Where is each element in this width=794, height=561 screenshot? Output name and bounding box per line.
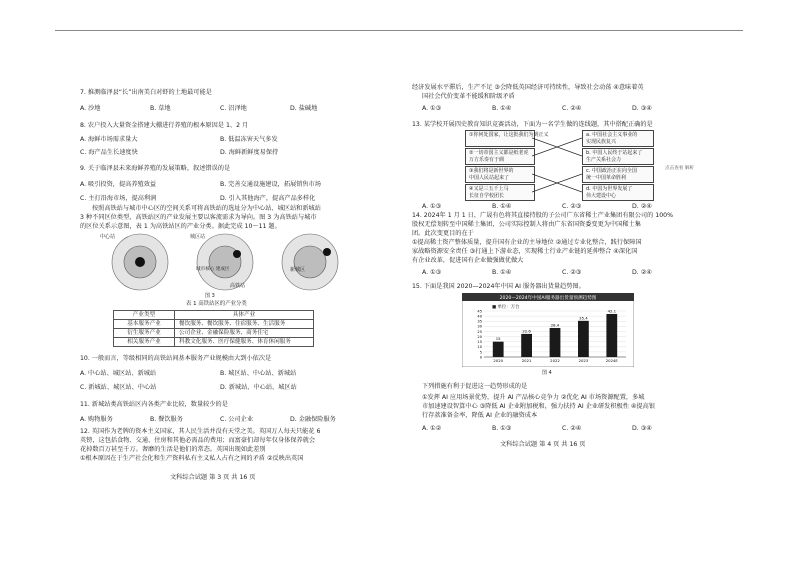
y-tick-label: 20 [477,334,482,339]
bar-2021 [521,334,532,357]
q7-option-d: D. 盐碱地 [290,105,318,112]
q8-option-a: A. 海鲜市场需求量大 [80,136,138,143]
y-tick-label: 45 [477,309,482,314]
bar-value-label: 15 [495,336,501,342]
label-new-town: 新城区 [290,267,306,273]
q13-stem: 13. 某学校开展四史教育知识竞赛活动，下面为一名学生做的连线题，其中搭配正确的是 [412,121,653,128]
header-rule [55,30,743,31]
q14-option-c: C. ②③ [562,269,582,276]
q13-option-d: D. ②④ [632,203,652,210]
q10-option-a: A. 中心站、城区站、新城站 [80,370,157,377]
passage-line-2: 3 种不同区位类型，高铁站区的产业发展主要以客流需求为导向。图 3 为高铁站与城市 [80,214,317,221]
q7-option-b: B. 草地 [150,105,171,112]
q15-stem: 15. 下面是我国 2020—2024年中国 AI 服务器出货量趋势图。 [412,283,585,290]
chart-unit-label: ■ 单位：万台 [492,305,520,310]
q7-option-c: C. 沼泽地 [220,105,247,112]
table-cell: 公司企业、金融保险服务、商务住宅 [175,329,314,338]
q15-line-1: 下列措施有利于促进这一趋势形成的是 [422,383,528,390]
y-tick-label: 10 [477,345,482,350]
right-page-footer: 文科综合试题 第 4 页 共 16 页 [500,441,586,448]
table-row [114,338,314,347]
q12-line-4: ①根本原因在于生产社会化和生产资料私有主义私人占有之间的矛盾 ②反映出英国 [80,455,304,462]
table-cell: 餐饮服务、餐饮服务、住宿服务、生活服务 [175,320,314,329]
chart-title: 2020—2024年中国AI服务器出货量预测趋势图 [499,296,597,301]
label-hsr-station: 高铁站 [230,283,246,289]
q12-cont-line-1: 经济发展水平滞后，生产不足 ③会降低英国经济可持续性，导致社会动荡 ④意味着英 [412,84,644,91]
q14-line-1: 14. 2024年 1 月 1 日，广晟有色将其直接持股的子公司广东省稀土产业集团有限公司的 100% [412,212,673,219]
q12-option-b: B. ①④ [492,105,512,112]
passage-line-1: 按照高铁站与城市中心区的空间关系可将高铁站的选址分为中心站、城区站和新城站 [92,205,321,212]
x-tick-label: 2021 [521,358,532,363]
q15-option-a: A. ①② [422,425,442,432]
q14-option-a: A. ①③ [422,269,442,276]
q7-stem: 7. 推测临泽县“长”出南美白对虾的土地最可能是 [80,89,212,96]
y-tick-label: 5 [479,350,482,355]
q11-stem: 11. 新城站类高铁站区内各类产业比较，数量较少的是 [80,401,228,408]
q10-option-b: B. 城区站、中心站、新城站 [220,370,297,377]
q12-option-a: A. ①③ [422,105,442,112]
y-tick-label: 35 [477,319,482,324]
bar-value-label: 42.1 [607,308,617,314]
q14-line-6: 有企业改革，促进国有企业做强做优做大 [412,257,524,264]
table-row [114,329,314,338]
match-right-item-b: b. 中国人民终于站起来了 生产关系社会力 [582,148,654,165]
y-tick-label: 15 [477,340,482,345]
q12-line-2: 英镑，这包括食物、交通、住房和其他必需品的费用；而富豪们却每年仅身体保养就会 [80,437,316,444]
bar-2023 [578,321,589,357]
q10-option-d: D. 新城站、中心站、城区站 [220,384,297,391]
match-left-item-4: ④又是三五千上马 长征自学校团长 [465,184,535,201]
q14-option-d: D. ②④ [632,269,652,276]
label-center-station: 中心站 [100,234,116,240]
table-cell: 科教文化服务、医疗保健服务、体育休闲服务 [175,338,314,347]
table-cell: 相关服务产业 [114,338,175,347]
y-tick-label: 25 [477,329,482,334]
matching-lines [532,130,582,200]
match-right-item-d: d. 中国为世界发展了 伟大建设中心 [582,184,654,201]
q11-option-d: D. 金融保险服务 [290,416,336,423]
q14-line-4: ①提高稀土资产整体质量，提升国有企业的主导地位 ②通过专业化整合，践行保障国 [412,239,642,246]
q15-option-c: C. ②④ [562,425,582,432]
q15-option-b: B. ①③ [492,425,512,432]
q14-line-2: 股权无偿划转至中国稀土集团，公司实际控制人将由广东省国资委变更为中国稀土集 [412,221,641,228]
q9-option-d: D. 引入其他海产，提高产品多样化 [220,195,316,202]
q11-option-a: A. 购物服务 [80,416,113,423]
table-row [114,320,314,329]
newtown-station-diagram [282,234,338,290]
label-core-area: 城市核心 建成区 [196,267,230,272]
q12-line-1: 12. 英国作为老牌的资本主义国家，其人民生活并没有天堂之美。英国万人每天只能花 6 [80,428,321,435]
q15-option-d: D. ③④ [632,425,652,432]
q13-option-c: C. ②③ [562,203,582,210]
watermark-stamp: 点击查看 解析 [665,166,695,171]
q15-line-3: 市加速建设智算中心 ③降低 AI 企业附加税和，强力扶持 AI 企业研发积极性 ④提高银 [422,403,656,410]
q12-option-c: C. ②④ [562,105,582,112]
match-right-item-a: a. 中国社会主义事业的 实现民族复兴 [582,130,654,147]
figure-4-caption: 图 4 [542,370,552,376]
q13-option-b: B. ①④ [492,203,512,210]
y-tick-label: 40 [477,314,482,319]
table-cell: 衍生服务产业 [114,329,175,338]
match-right-item-c: c. 中国政治正在向全国 统一中国革命胜利 [582,166,654,183]
q8-option-d: D. 海鲜新鲜度易保持 [220,149,279,156]
q8-option-c: C. 海产品生长速度快 [80,149,138,156]
q15-line-4: 行存款准备金率，降低 AI 企业的融资成本 [422,412,538,419]
table-header-cell: 具体产业 [175,311,314,320]
match-left-item-3: ③我们将是新世界的 中国人民站起来了 [465,166,535,183]
q12-line-3: 花掉数百万甚至千万。奢靡的生活是他们的常态。英国出现如此差别 [80,446,266,453]
q14-line-5: 家战略资源安全责任 ③打通上下游业态，实现稀土行业产业链的延伸整合 ④深化国 [412,248,638,255]
q9-option-b: B. 完善交通设施建设，拓展销售市场 [220,181,321,188]
q9-option-c: C. 主打沿海市场，提高利润 [80,195,157,202]
bar-value-label: 35.4 [579,315,588,321]
q14-option-b: B. ①④ [492,269,512,276]
q7-option-a: A. 沙地 [80,105,101,112]
table-cell: 基本服务产业 [114,320,175,329]
bar-2024E [606,314,617,357]
table-1 [113,310,314,347]
y-tick-label: 30 [477,324,482,329]
q8-stem: 8. 农户投入大量资金搭建大棚进行养殖的根本原因是 1、2 月 [80,122,249,129]
bar-value-label: 28.4 [550,322,560,328]
q14-line-3: 团。此次变更目的在于 [412,230,474,237]
match-left-item-2: ②一切帝国主义都是纸老虎 万方乐奏有于阗 [465,148,535,165]
q9-stem: 9. 关于临泽县未来海鲜养殖的发展策略，叙述错误的是 [80,165,231,172]
figure-3-caption: 图 3 [205,293,215,299]
q12-option-d: D. ③④ [632,105,652,112]
bar-value-label: 22.6 [522,328,531,334]
table-1-caption: 表 1 高铁站区的产业分类 [186,301,247,307]
q8-option-b: B. 低温冻害天气多发 [220,136,278,143]
q9-option-a: A. 吸引投资，提高养殖效益 [80,181,157,188]
x-tick-label: 2024E [605,358,618,363]
y-tick-label: 0 [479,355,482,360]
x-tick-label: 2020 [493,358,504,363]
x-tick-label: 2023 [578,358,589,363]
passage-line-3: 的区位关系示意图，表 1 为高铁站区的产业分类。据此完成 10～11 题。 [80,223,281,230]
q13-option-a: A. ①③ [422,203,442,210]
bar-2022 [550,328,561,357]
label-urban-station: 城区站 [190,234,206,240]
x-tick-label: 2022 [550,358,560,363]
q11-option-c: C. 公司企业 [220,416,254,423]
q10-stem: 10. 一般而言，等级相同的高铁站间基本服务产业规模由大到小依次是 [80,355,272,362]
table-header-cell: 产业类型 [114,311,175,320]
table-header-row [114,311,314,320]
q15-line-2: ①发挥 AI 应用场景优势，提升 AI 产品核心竞争力 ②优化 AI 市场资源配置，多城 [422,394,645,401]
q10-option-c: C. 新城站、城区站、中心站 [80,384,157,391]
center-station-diagram [112,234,168,290]
figure-4-bar-chart [462,293,634,367]
left-page-footer: 文科综合试题 第 3 页 共 16 页 [170,474,256,481]
match-left-item-1: ①你何处国家，让这批我们为到正义 [465,130,535,147]
q12-cont-line-2: 国社会代价变革不能缓和阶级矛盾 [422,93,515,100]
bar-2020 [493,342,504,357]
q11-option-b: B. 餐饮服务 [150,416,183,423]
